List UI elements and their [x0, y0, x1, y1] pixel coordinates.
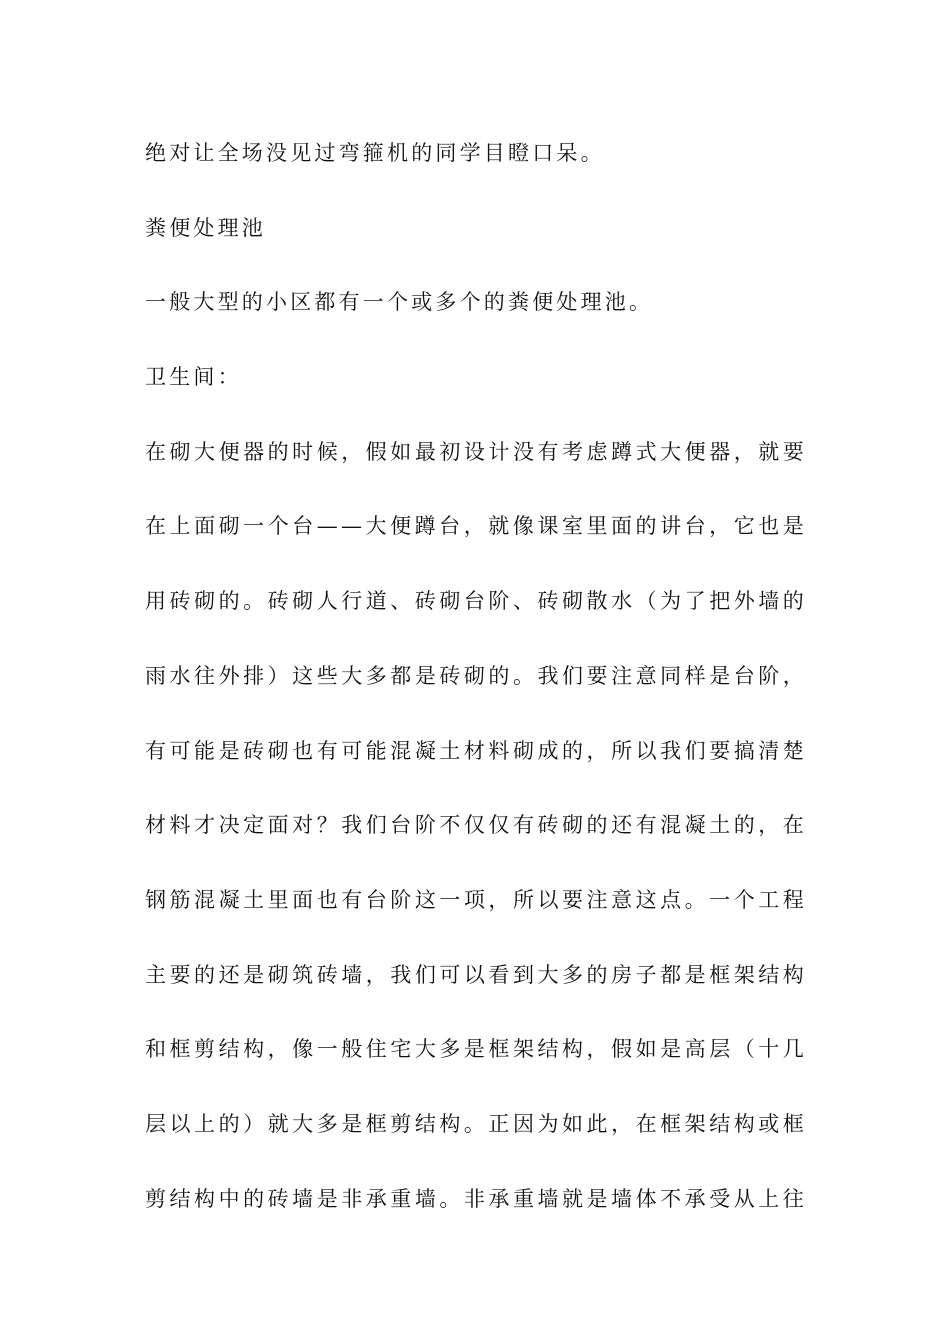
- text-line: 剪结构中的砖墙是非承重墙。非承重墙就是墙体不承受从上往: [145, 1186, 807, 1211]
- text-line: 和框剪结构，像一般住宅大多是框架结构，假如是高层（十几: [145, 1037, 807, 1062]
- text-line: 在砌大便器的时候，假如最初设计没有考虑蹲式大便器，就要: [145, 439, 807, 464]
- text-line: 层以上的）就大多是框剪结构。正因为如此，在框架结构或框: [145, 1111, 807, 1136]
- text-line: 用砖砌的。砖砌人行道、砖砌台阶、砖砌散水（为了把外墙的: [145, 589, 807, 614]
- text-line: 钢筋混凝土里面也有台阶这一项，所以要注意这点。一个工程: [145, 887, 807, 912]
- text-line: 材料才决定面对？我们台阶不仅仅有砖砌的还有混凝土的，在: [145, 813, 807, 838]
- text-line: 绝对让全场没见过弯箍机的同学目瞪口呆。: [145, 141, 605, 165]
- text-line: 主要的还是砌筑砖墙，我们可以看到大多的房子都是框架结构: [145, 962, 807, 987]
- section-heading: 粪便处理池: [145, 215, 266, 240]
- text-line: 有可能是砖砌也有可能混凝土材料砌成的，所以我们要搞清楚: [145, 738, 807, 763]
- section-heading: 卫生间：: [145, 365, 242, 390]
- document-body: [145, 128, 807, 1248]
- text-line: 在上面砌一个台——大便蹲台，就像课室里面的讲台，它也是: [145, 514, 807, 539]
- text-line: 一般大型的小区都有一个或多个的粪便处理池。: [145, 290, 654, 315]
- text-line: 雨水往外排）这些大多都是砖砌的。我们要注意同样是台阶，: [145, 663, 807, 688]
